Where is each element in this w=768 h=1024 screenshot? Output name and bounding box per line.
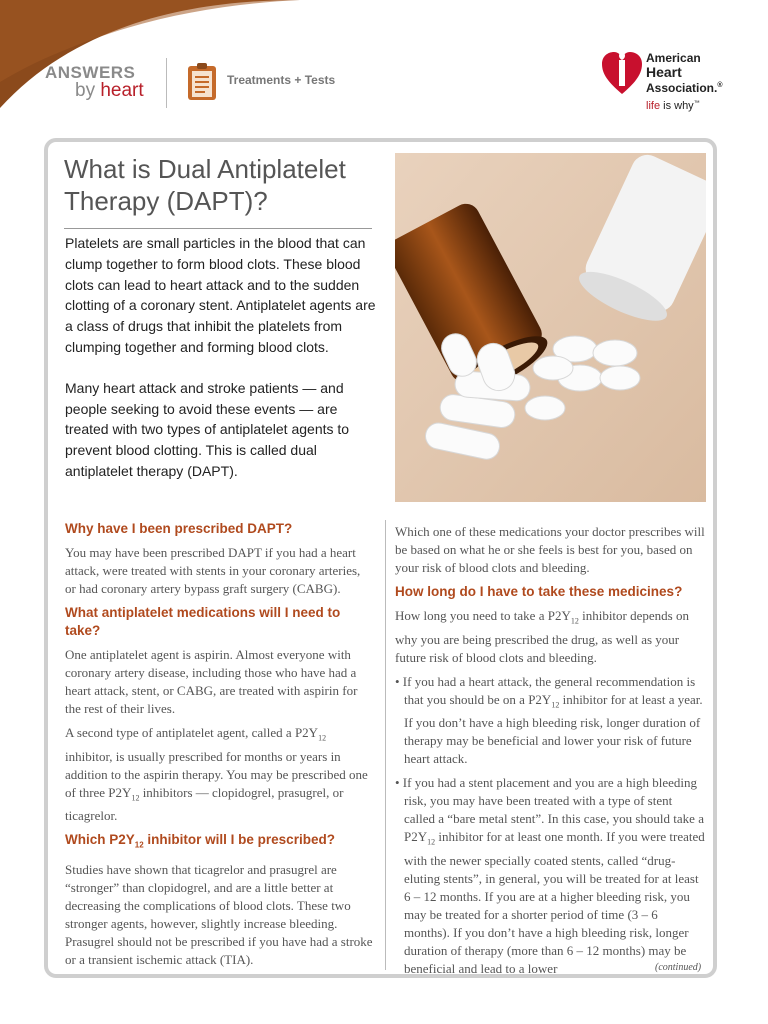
- p2y12-text-c: inhibitors — clopidogrel, prasugrel, or ticagrelor.: [65, 784, 344, 824]
- heading-which-medications: What antiplatelet medications will I need to take?: [65, 605, 341, 638]
- bullet2-text-b: inhibitor for at least one month. If you were treated with the newer specially coated stents, called “drug-eluting stents”, in general, you will be treated for at least 6 – 12 months. If you are at a higher bleeding risk, you may be treated for a shorter period of time (3 – 6 months). If you don’t have a high bleeding risk, longer duration of therapy (more than 6 – 12 months) may be beneficial and lead to a lower: [404, 829, 705, 976]
- list-item-heart-attack: [395, 673, 706, 769]
- intro-paragraph-2: Many heart attack and stroke patients — and people seeking to avoid these events — are treated with two types of antiplatelet agents to prevent blood clotting. This is called dual antiplatelet therapy (DAPT).: [65, 379, 350, 479]
- aha-line2: Heart: [646, 64, 682, 80]
- page-title: What is Dual Antiplatelet Therapy (DAPT)?: [64, 154, 346, 216]
- column-divider: [385, 520, 386, 970]
- continued-label: (continued): [655, 962, 702, 973]
- aha-line1: American: [646, 51, 701, 65]
- heading-how-long: How long do I have to take these medicines?: [395, 584, 683, 599]
- bullet1-subscript: 12: [551, 700, 560, 710]
- bullet1-text-a: • If you had a heart attack, the general recommendation is that you should be on a P2Y: [395, 673, 696, 707]
- tagline-tm: ™: [693, 100, 700, 107]
- heading-which-inhibitor-b: inhibitor will I be prescribed?: [143, 832, 335, 848]
- p2y12-text-a: A second type of antiplatelet agent, called a P2Y: [65, 725, 319, 740]
- how-long-subscript: 12: [570, 616, 579, 626]
- heading-which-inhibitor-a: Which P2Y: [65, 832, 135, 848]
- heading-which-inhibitor: [65, 831, 373, 855]
- aha-wordmark: [646, 52, 723, 95]
- p2y12-subscript: 12: [318, 733, 327, 743]
- section-label: Treatments + Tests: [227, 73, 336, 87]
- brand-heart-text: heart: [100, 80, 144, 101]
- answers-by-heart-logo: [45, 64, 144, 101]
- p2y12-subscript-2: 12: [131, 793, 140, 803]
- bullet2-subscript: 12: [427, 837, 436, 847]
- how-long-text-a: How long you need to take a P2Y: [395, 608, 571, 623]
- tagline-life: life: [646, 100, 661, 112]
- how-long-text-b: inhibitor depends on why you are being prescribed the drug, as well as your future risk of blood clots and bleeding.: [395, 608, 689, 665]
- paragraph-stronger-agents: Studies have shown that ticagrelor and prasugrel are “stronger” than clopidogrel, and are a little better at decreasing the complications of blood clots. These two stronger agents, however, slightly increase bleeding. Prasugrel should not be prescribed if you have had a stroke or a transient ischemic attack (TIA).: [65, 861, 373, 967]
- paragraph-why-prescribed: You may have been prescribed DAPT if you had a heart attack, were treated with stents in your coronary arteries, or had coronary artery bypass graft surgery (CABG).: [65, 545, 361, 596]
- duration-list: [395, 673, 706, 978]
- paragraph-doctor-choice: Which one of these medications your doctor prescribes will be based on what he or she feels is best for you, based on your risk of blood clots and bleeding.: [395, 524, 705, 575]
- clipboard-icon: [186, 62, 218, 102]
- right-column: [395, 523, 706, 984]
- header-divider: [166, 58, 167, 108]
- left-column: [65, 520, 373, 975]
- paragraph-aspirin: One antiplatelet agent is aspirin. Almost everyone with coronary artery disease, including those who have had a heart attack, stent, or CABG, are treated with aspirin for the rest of their lives.: [65, 647, 358, 716]
- intro-paragraph-1: Platelets are small particles in the blood that can clump together to form blood clots. These blood clots can lead to heart attack and to the sudden clotting of a coronary stent. Antiplatelet agents are a class of drugs that inhibit the platelets from clumping together and forming blood clots.: [65, 235, 376, 355]
- heading-which-inhibitor-sub: 12: [134, 840, 144, 850]
- list-item-stent: [395, 774, 706, 978]
- heart-torch-icon: [600, 48, 644, 98]
- paragraph-how-long: [395, 607, 706, 667]
- brand-by-text: by: [75, 80, 101, 101]
- bullet1-text-b: inhibitor for at least a year. If you don’t have a high bleeding risk, longer duration of therapy may be beneficial and lower your risk of future heart attack.: [404, 691, 703, 767]
- tagline: [646, 100, 700, 112]
- aha-mark: ®: [717, 82, 723, 89]
- pills-photo: [395, 153, 706, 502]
- aha-line3: Association.: [646, 81, 718, 95]
- brand-answers-text: ANSWERS: [45, 63, 136, 82]
- heading-why-prescribed: Why have I been prescribed DAPT?: [65, 521, 293, 536]
- title-rule: [64, 228, 372, 229]
- paragraph-p2y12: [65, 724, 373, 825]
- tagline-rest: is why: [660, 100, 694, 112]
- p2y12-text-b: inhibitor, is usually prescribed for months or years in addition to the aspirin therapy. You may be prescribed one of three P2Y: [65, 748, 368, 800]
- bullet2-text-a: • If you had a stent placement and you are a high bleeding risk, you may have been treated with a type of stent called a “bare metal stent”. In this case, you should take a P2Y: [395, 775, 704, 845]
- intro-text: [65, 233, 380, 502]
